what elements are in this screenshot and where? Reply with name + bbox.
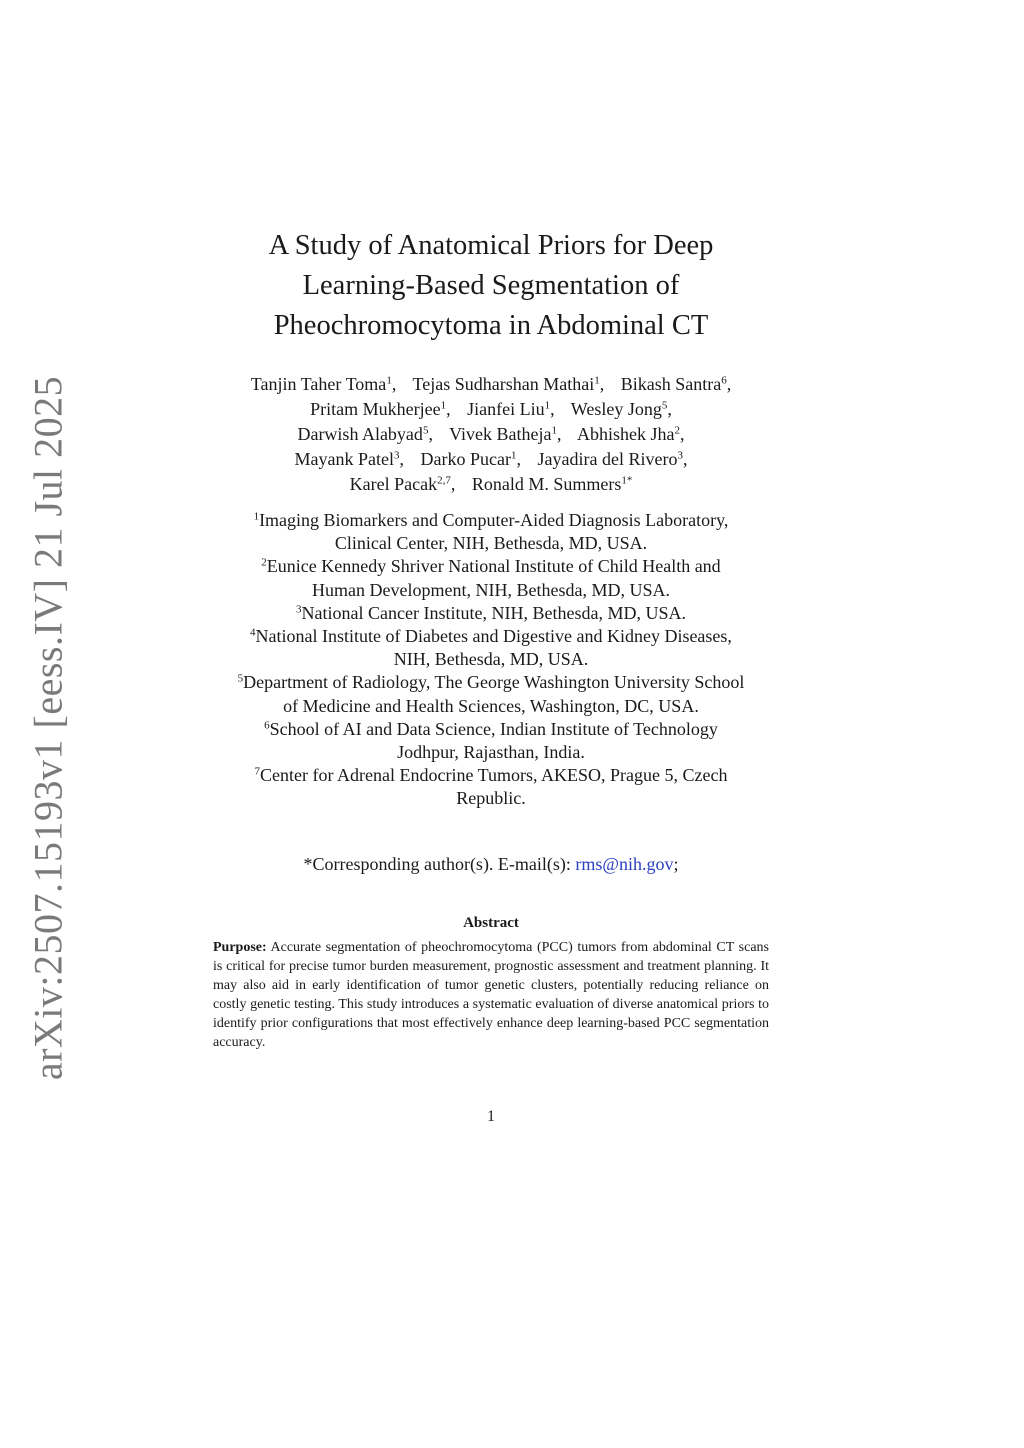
- author-name: Vivek Batheja: [449, 424, 552, 444]
- title-line: Learning-Based Segmentation of: [302, 270, 680, 301]
- author-affiliation-mark: 1: [511, 449, 517, 462]
- author-name: Karel Pacak: [349, 474, 438, 494]
- author-affiliation-mark: 1: [544, 399, 551, 412]
- title-line: Pheochromocytoma in Abdominal CT: [273, 310, 709, 341]
- author-list: [196, 372, 786, 497]
- affiliation-number: 5: [237, 672, 244, 685]
- affiliation-number: 4: [250, 626, 256, 639]
- author-affiliation-mark: 1: [440, 399, 447, 412]
- corresponding-author: [196, 852, 786, 876]
- author-name: Bikash Santra: [620, 374, 722, 394]
- author-name: Tanjin Taher Toma: [250, 374, 387, 394]
- affiliation-text: Imaging Biomarkers and Computer-Aided Diagnosis Laboratory,: [259, 510, 729, 530]
- affiliation-text: Eunice Kennedy Shriver National Institute of Child Health and: [266, 556, 721, 577]
- author-affiliation-mark: 1: [551, 424, 558, 437]
- affiliation-line: Republic.: [456, 788, 526, 809]
- abstract-text: Accurate segmentation of pheochromocytoma (PCC) tumors from abdominal CT scans is critical for precise tumor burden measurement, prognostic assessment and treatment planning. It may also aid in early identification of tumor genetic clusters, potentially reducing reliance on costly genetic testing. This study introduces a systematic evaluation of diverse anatomical priors to identify prior configurations that most effectively enhance deep learning-based PCC segmentation accuracy.: [213, 940, 769, 1050]
- abstract-purpose-label: Purpose:: [213, 940, 267, 955]
- author-name: Ronald M. Summers: [471, 474, 622, 494]
- affiliation-line: [196, 718, 786, 741]
- affiliation-text: National Institute of Diabetes and Digestive and Kidney Diseases,: [255, 626, 732, 647]
- author-affiliation-mark: 5: [661, 399, 668, 412]
- arxiv-identifier-stamp: arXiv:2507.15193v1 [eess.IV] 21 Jul 2025: [25, 375, 71, 1081]
- affiliation-text: School of AI and Data Science, Indian Institute of Technology: [269, 718, 718, 739]
- author-affiliation-mark: 5: [422, 424, 429, 437]
- affiliation-number: 3: [296, 603, 302, 616]
- author-affiliation-mark: 1: [386, 374, 392, 387]
- author-line: Tanjin Taher Toma$^1$, Tejas Sudharshan Mathai$^1$, Bikash Santra$^6$,: [250, 374, 732, 394]
- paper-title: [196, 226, 786, 346]
- title-line: A Study of Anatomical Priors for Deep: [268, 230, 714, 261]
- author-affiliation-mark: 3: [677, 449, 683, 462]
- author-line: Mayank Patel$^3$, Darko Pucar$^1$, Jayadira del Rivero$^3$,: [294, 449, 688, 469]
- affiliation-list: [196, 509, 786, 811]
- author-affiliation-mark: 3: [394, 449, 400, 462]
- affiliation-number: 6: [264, 719, 270, 732]
- author-name: Jianfei Liu: [467, 399, 545, 419]
- email-link[interactable]: rms@nih.gov: [575, 854, 674, 874]
- affiliation-line: [196, 764, 786, 787]
- corresponding-suffix: ;: [673, 854, 679, 874]
- author-affiliation-mark: 2: [674, 424, 681, 437]
- affiliation-number: 7: [254, 765, 261, 778]
- author-line: Pritam Mukherjee$^1$, Jianfei Liu$^1$, Wesley Jong$^5$,: [310, 399, 672, 419]
- author-name: Wesley Jong: [570, 399, 662, 419]
- affiliation-text: National Cancer Institute, NIH, Bethesda, MD, USA.: [301, 602, 686, 623]
- author-name: Tejas Sudharshan Mathai: [412, 374, 595, 394]
- affiliation-line: Human Development, NIH, Bethesda, MD, USA.: [312, 579, 670, 600]
- author-name: Mayank Patel: [294, 449, 395, 469]
- affiliation-line: [196, 555, 786, 578]
- affiliation-line: NIH, Bethesda, MD, USA.: [393, 649, 589, 670]
- affiliation-line: [196, 671, 786, 694]
- affiliation-line: [196, 509, 786, 532]
- author-affiliation-mark: 1: [594, 374, 600, 387]
- author-name: Darko Pucar: [420, 449, 511, 469]
- affiliation-line: of Medicine and Health Sciences, Washington, DC, USA.: [283, 695, 699, 716]
- affiliation-text: Department of Radiology, The George Washington University School: [243, 672, 745, 693]
- affiliation-line: [196, 625, 786, 648]
- author-name: Jayadira del Rivero: [537, 449, 678, 469]
- author-name: Pritam Mukherjee: [310, 399, 441, 419]
- corresponding-label: *Corresponding author(s). E-mail(s):: [303, 854, 576, 874]
- abstract-paragraph: [213, 939, 769, 1052]
- author-name: Abhishek Jha: [577, 424, 675, 444]
- affiliation-text: Center for Adrenal Endocrine Tumors, AKESO, Prague 5, Czech: [260, 765, 728, 786]
- page-number: 1: [487, 1108, 495, 1125]
- affiliation-line: Jodhpur, Rajasthan, India.: [397, 742, 585, 763]
- affiliation-number: 1: [253, 510, 260, 523]
- author-line: Darwish Alabyad$^5$, Vivek Batheja$^1$, Abhishek Jha$^2$,: [297, 424, 685, 444]
- author-line: Karel Pacak$^{2,7}$, Ronald M. Summers$^{1*}$: [349, 474, 633, 494]
- affiliation-line: [196, 602, 786, 625]
- abstract-heading: Abstract: [463, 915, 519, 931]
- affiliation-line: Clinical Center, NIH, Bethesda, MD, USA.: [334, 533, 648, 554]
- affiliation-number: 2: [261, 556, 267, 569]
- author-affiliation-mark: 2,7: [437, 474, 451, 487]
- author-affiliation-mark: 1*: [621, 474, 633, 487]
- author-affiliation-mark: 6: [721, 374, 727, 387]
- author-name: Darwish Alabyad: [297, 424, 423, 444]
